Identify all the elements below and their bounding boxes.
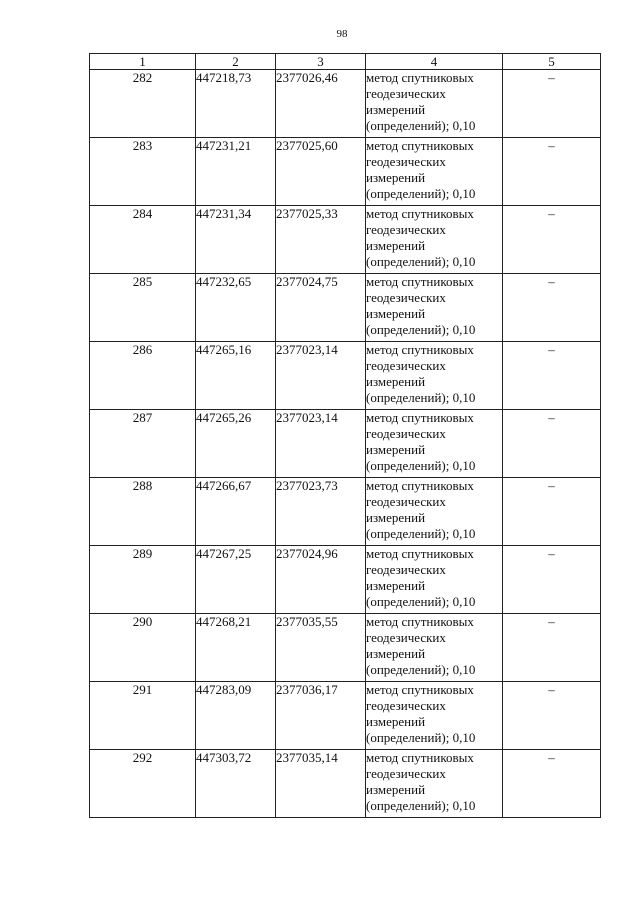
method-line: (определений); 0,10 [366,458,476,473]
method-line: (определений); 0,10 [366,730,476,745]
header-col-2: 2 [196,54,276,70]
table-row [90,274,601,342]
point-number-cell: 287 [90,410,196,478]
table-row [90,342,601,410]
x-coordinate-cell: 447265,26 [196,410,276,478]
note-cell: – [503,70,601,138]
note-cell: – [503,342,601,410]
method-line: метод спутниковых [366,342,474,357]
y-coordinate-cell: 2377035,55 [276,614,366,682]
method-cell [366,70,503,138]
method-line: геодезических [366,562,446,577]
method-line: метод спутниковых [366,546,474,561]
x-coordinate-cell: 447283,09 [196,682,276,750]
table-row [90,750,601,818]
method-line: (определений); 0,10 [366,798,476,813]
y-coordinate-cell: 2377025,60 [276,138,366,206]
note-cell: – [503,546,601,614]
method-cell [366,614,503,682]
method-cell [366,342,503,410]
method-line: измерений [366,646,426,661]
method-line: измерений [366,510,426,525]
method-line: геодезических [366,154,446,169]
table-row [90,546,601,614]
x-coordinate-cell: 447265,16 [196,342,276,410]
y-coordinate-cell: 2377023,14 [276,342,366,410]
header-col-4: 4 [366,54,503,70]
header-col-3: 3 [276,54,366,70]
table-header-row [90,54,601,70]
method-line: метод спутниковых [366,682,474,697]
method-line: измерений [366,782,426,797]
y-coordinate-cell: 2377026,46 [276,70,366,138]
table-row [90,410,601,478]
note-cell: – [503,410,601,478]
method-line: измерений [366,578,426,593]
method-line: метод спутниковых [366,70,474,85]
method-line: геодезических [366,426,446,441]
method-cell [366,478,503,546]
note-cell: – [503,206,601,274]
point-number-cell: 285 [90,274,196,342]
y-coordinate-cell: 2377036,17 [276,682,366,750]
method-line: геодезических [366,698,446,713]
x-coordinate-cell: 447218,73 [196,70,276,138]
method-line: (определений); 0,10 [366,526,476,541]
table-body [90,70,601,818]
y-coordinate-cell: 2377023,14 [276,410,366,478]
table-row [90,138,601,206]
y-coordinate-cell: 2377025,33 [276,206,366,274]
method-line: метод спутниковых [366,274,474,289]
point-number-cell: 289 [90,546,196,614]
table-row [90,682,601,750]
point-number-cell: 291 [90,682,196,750]
method-line: измерений [366,374,426,389]
y-coordinate-cell: 2377023,73 [276,478,366,546]
x-coordinate-cell: 447232,65 [196,274,276,342]
method-line: (определений); 0,10 [366,254,476,269]
table-row [90,70,601,138]
x-coordinate-cell: 447231,21 [196,138,276,206]
method-cell [366,274,503,342]
x-coordinate-cell: 447303,72 [196,750,276,818]
y-coordinate-cell: 2377024,75 [276,274,366,342]
note-cell: – [503,478,601,546]
x-coordinate-cell: 447268,21 [196,614,276,682]
method-line: геодезических [366,290,446,305]
point-number-cell: 284 [90,206,196,274]
method-line: геодезических [366,766,446,781]
x-coordinate-cell: 447266,67 [196,478,276,546]
method-line: (определений); 0,10 [366,322,476,337]
method-line: геодезических [366,86,446,101]
point-number-cell: 286 [90,342,196,410]
table-row [90,206,601,274]
method-line: (определений); 0,10 [366,662,476,677]
method-line: (определений); 0,10 [366,118,476,133]
point-number-cell: 288 [90,478,196,546]
table-row [90,478,601,546]
x-coordinate-cell: 447231,34 [196,206,276,274]
method-line: (определений); 0,10 [366,186,476,201]
method-line: измерений [366,170,426,185]
coordinates-table [89,53,601,818]
method-line: геодезических [366,494,446,509]
note-cell: – [503,750,601,818]
method-line: геодезических [366,630,446,645]
point-number-cell: 282 [90,70,196,138]
y-coordinate-cell: 2377035,14 [276,750,366,818]
method-line: метод спутниковых [366,750,474,765]
point-number-cell: 290 [90,614,196,682]
method-line: (определений); 0,10 [366,594,476,609]
method-line: измерений [366,442,426,457]
note-cell: – [503,682,601,750]
y-coordinate-cell: 2377024,96 [276,546,366,614]
point-number-cell: 283 [90,138,196,206]
point-number-cell: 292 [90,750,196,818]
header-col-5: 5 [503,54,601,70]
note-cell: – [503,274,601,342]
page-number: 98 [336,28,348,40]
method-line: измерений [366,238,426,253]
method-line: измерений [366,102,426,117]
method-line: метод спутниковых [366,410,474,425]
method-cell [366,138,503,206]
method-line: метод спутниковых [366,478,474,493]
note-cell: – [503,138,601,206]
method-line: геодезических [366,222,446,237]
method-line: геодезических [366,358,446,373]
method-line: (определений); 0,10 [366,390,476,405]
method-line: метод спутниковых [366,614,474,629]
method-line: измерений [366,306,426,321]
method-line: измерений [366,714,426,729]
table-row [90,614,601,682]
method-cell [366,682,503,750]
method-cell [366,546,503,614]
header-col-1: 1 [90,54,196,70]
x-coordinate-cell: 447267,25 [196,546,276,614]
method-cell [366,410,503,478]
method-cell [366,206,503,274]
method-line: метод спутниковых [366,138,474,153]
method-cell [366,750,503,818]
note-cell: – [503,614,601,682]
method-line: метод спутниковых [366,206,474,221]
